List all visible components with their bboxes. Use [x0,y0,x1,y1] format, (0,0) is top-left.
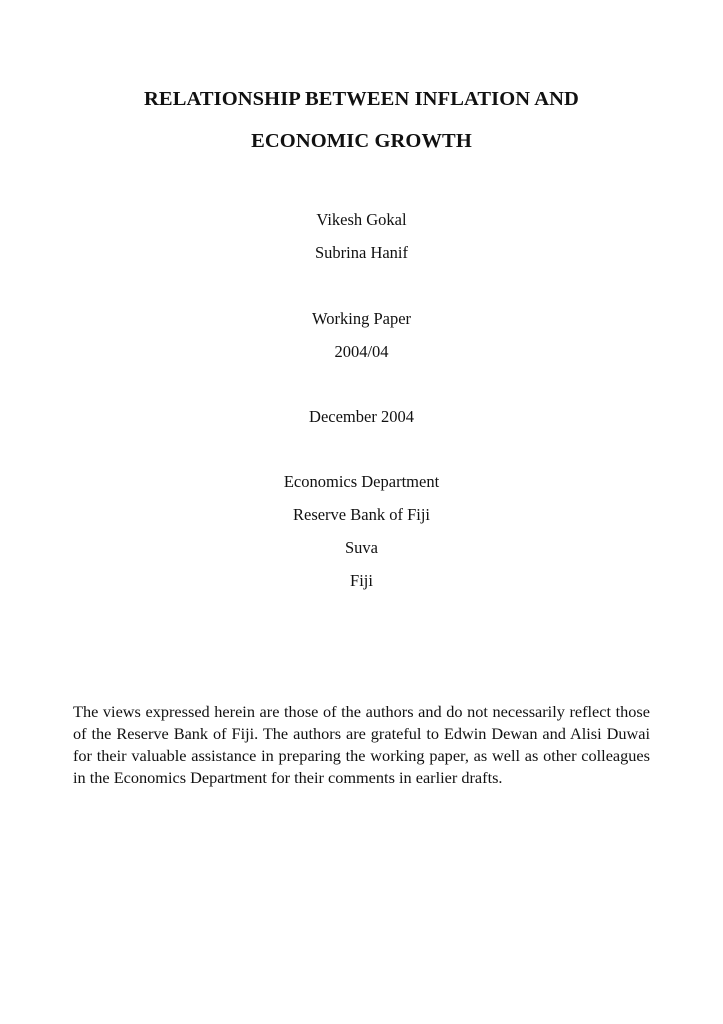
author-name-1: Vikesh Gokal [316,210,407,229]
paper-title-line-2: ECONOMIC GROWTH [251,130,472,152]
disclaimer-paragraph: The views expressed herein are those of the authors and do not necessarily reflect those of the Reserve Bank of Fiji. The authors are grateful to Edwin Dewan and Alisi Duwai for their valuable assistance in preparing the working paper, as well as other colleagues in the Economics Department for their comments in earlier drafts. [73,702,650,787]
working-paper-number: 2004/04 [334,342,389,361]
affiliation-country: Fiji [350,571,373,590]
publication-date: December 2004 [309,407,414,426]
affiliation-institution: Reserve Bank of Fiji [292,505,431,524]
author-name-2: Subrina Hanif [314,243,409,262]
affiliation-city: Suva [345,538,378,557]
affiliation-department: Economics Department [283,472,440,491]
paper-title-line-1: RELATIONSHIP BETWEEN INFLATION AND [144,88,579,110]
working-paper-label: Working Paper [311,309,412,328]
